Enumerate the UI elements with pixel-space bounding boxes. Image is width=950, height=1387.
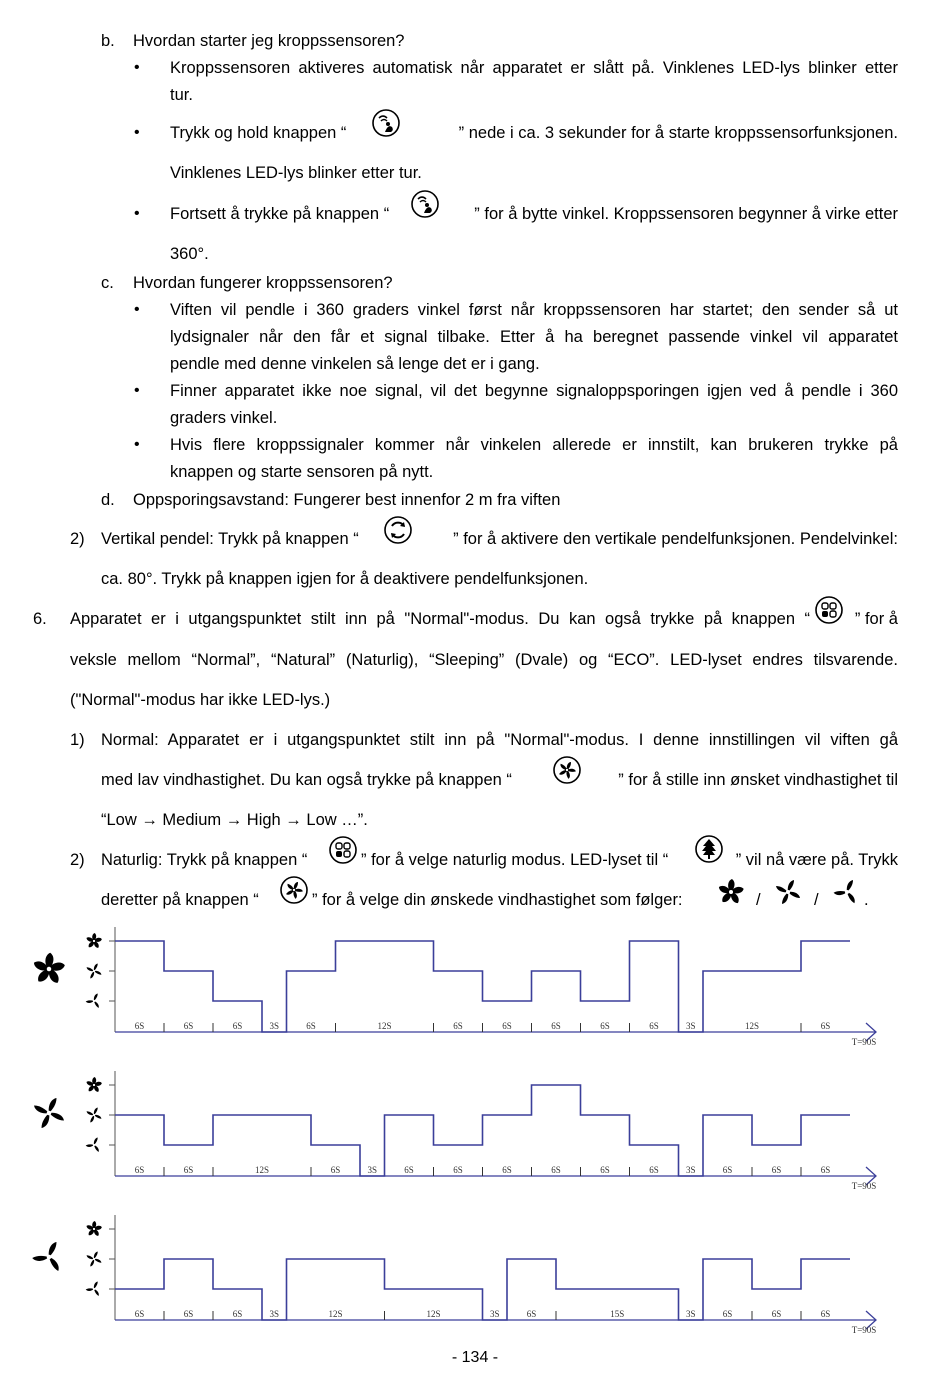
segment-duration-label: 3S — [685, 1021, 696, 1031]
list-marker: c. — [101, 274, 114, 292]
bullet: • — [134, 436, 140, 453]
bullet: • — [134, 382, 140, 399]
segment-duration-label: 6S — [722, 1309, 733, 1319]
page-number: - 134 - — [451, 1349, 499, 1366]
paragraph-line: “Low → Medium → High → Low …”. — [101, 811, 368, 829]
segment-duration-label: 6S — [183, 1309, 194, 1319]
segment-duration-label: 6S — [183, 1021, 194, 1031]
segment-duration-label: 6S — [551, 1165, 561, 1175]
segment-duration-label: 6S — [600, 1165, 610, 1175]
paragraph-line: Vinklenes LED-lys blinker etter tur. — [170, 164, 422, 182]
body-sensor-button-icon — [410, 189, 440, 219]
segment-duration-label: 12S — [254, 1165, 270, 1175]
segment-duration-label: 6S — [771, 1165, 782, 1175]
paragraph-line: ” for å stille inn ønsket vindhastighet til — [618, 771, 898, 789]
medium-speed-fan-icon — [87, 1252, 102, 1267]
segment-duration-label: 6S — [820, 1021, 831, 1031]
segment-duration-label: 6S — [771, 1309, 782, 1319]
bullet: • — [134, 301, 140, 318]
speed-step-line — [115, 1085, 850, 1176]
paragraph-line: Trykk og hold knappen “ — [170, 124, 347, 142]
paragraph-line: Hvis flere kroppssignaler kommer når vinkelen allerede er innstilt, kan brukeren trykke på — [170, 436, 898, 454]
paragraph-line: ” vil nå være på. Trykk — [735, 851, 898, 869]
high-speed-fan-icon — [86, 1077, 103, 1093]
section-heading: Hvordan fungerer kroppssensoren? — [133, 274, 393, 292]
segment-duration-label: 6S — [502, 1165, 512, 1175]
segment-duration-label: 6S — [820, 1309, 831, 1319]
paragraph-line: ” for å bytte vinkel. Kroppssensoren begynner å virke etter — [474, 205, 898, 223]
segment-duration-label: 6S — [600, 1021, 610, 1031]
paragraph-line: ("Normal"-modus har ikke LED-lys.) — [70, 691, 331, 709]
paragraph-line: ” for å velge naturlig modus. LED-lyset til “ — [361, 851, 669, 869]
segment-duration-label: 3S — [269, 1309, 280, 1319]
list-marker: 6. — [33, 610, 47, 628]
paragraph-line: knappen og starte sensoren på nytt. — [170, 463, 434, 481]
paragraph-line: Finner apparatet ikke noe signal, vil det begynne signaloppsporingen igjen ved å pendle i 360 — [170, 382, 898, 400]
list-marker: 1) — [70, 731, 85, 749]
segment-duration-label: 6S — [232, 1309, 243, 1319]
end-period: . — [864, 891, 869, 909]
mode-button-icon — [328, 835, 358, 865]
total-duration-label: T=90S — [851, 1037, 877, 1047]
low-speed-fan-icon — [86, 1282, 101, 1296]
paragraph-line: ” for å aktivere den vertikale pendelfunksjonen. Pendelvinkel: — [453, 530, 898, 548]
wind-speed-timing-charts — [0, 915, 950, 1345]
list-marker: b. — [101, 32, 115, 50]
mode-button-icon — [814, 595, 844, 625]
speed-step-line — [115, 941, 850, 1032]
paragraph-line: Apparatet er i utgangspunktet stilt inn på "Normal"-modus. Du kan også trykke på knappen “ — [70, 610, 810, 628]
low-speed-fan-icon — [832, 877, 862, 907]
segment-duration-label: 6S — [404, 1165, 414, 1175]
segment-duration-label: 6S — [526, 1309, 537, 1319]
segment-duration-label: 6S — [134, 1165, 145, 1175]
paragraph-line: ca. 80°. Trykk på knappen igjen for å deaktivere pendelfunksjonen. — [101, 570, 589, 588]
segment-duration-label: 12S — [328, 1309, 343, 1319]
list-marker: d. — [101, 491, 115, 509]
paragraph-line: deretter på knappen “ — [101, 891, 259, 909]
segment-duration-label: 12S — [426, 1309, 441, 1319]
segment-duration-label: 6S — [649, 1165, 659, 1175]
paragraph-line: Fortsett å trykke på knappen “ — [170, 205, 390, 223]
paragraph-line: pendle med denne vinkelen så lenge det er i gang. — [170, 355, 540, 373]
segment-duration-label: 3S — [685, 1165, 696, 1175]
segment-duration-label: 6S — [820, 1165, 831, 1175]
bullet: • — [134, 59, 140, 76]
medium-speed-fan-icon — [34, 1098, 64, 1128]
low-speed-fan-icon — [86, 994, 101, 1008]
paragraph-line: 360°. — [170, 245, 209, 263]
paragraph-line: Oppsporingsavstand: Fungerer best innenfor 2 m fra viften — [133, 491, 561, 509]
medium-speed-fan-icon — [87, 964, 102, 979]
paragraph-line: Vertikal pendel: Trykk på knappen “ — [101, 530, 359, 548]
paragraph-line: graders vinkel. — [170, 409, 278, 427]
paragraph-line: tur. — [170, 86, 193, 104]
section-heading: Hvordan starter jeg kroppssensoren? — [133, 32, 405, 50]
paragraph-line: veksle mellom “Normal”, “Natural” (Naturlig), “Sleeping” (Dvale) og “ECO”. LED-lyset endres tilsvarende. — [70, 651, 898, 669]
high-speed-fan-icon — [716, 877, 746, 907]
paragraph-line: ” for å — [854, 610, 898, 628]
paragraph-line: med lav vindhastighet. Du kan også trykke på knappen “ — [101, 771, 512, 789]
segment-duration-label: 3S — [685, 1309, 696, 1319]
paragraph-line: Kroppssensoren aktiveres automatisk når apparatet er slått på. Vinklenes LED-lys blinker etter — [170, 59, 898, 77]
list-marker: 2) — [70, 851, 85, 869]
paragraph-line: Viften vil pendle i 360 graders vinkel først når kroppssensoren har startet; den sender så ut — [170, 301, 898, 319]
paragraph-line: Naturlig: Trykk på knappen “ — [101, 851, 308, 869]
fan-speed-button-icon — [279, 875, 309, 905]
segment-duration-label: 6S — [330, 1165, 341, 1175]
body-sensor-button-icon — [371, 108, 401, 138]
segment-duration-label: 6S — [649, 1021, 659, 1031]
list-marker: 2) — [70, 530, 85, 548]
medium-speed-fan-icon — [87, 1108, 102, 1123]
high-speed-fan-icon — [86, 933, 103, 949]
speed-step-line — [115, 1259, 850, 1320]
fan-speed-button-icon — [552, 755, 582, 785]
segment-duration-label: 6S — [134, 1309, 145, 1319]
segment-duration-label: 15S — [610, 1309, 625, 1319]
segment-duration-label: 6S — [183, 1165, 194, 1175]
paragraph-line: ” for å velge din ønskede vindhastighet som følger: — [312, 891, 683, 909]
high-speed-fan-icon — [32, 953, 65, 985]
natural-mode-led-icon — [694, 834, 724, 864]
separator: / — [756, 891, 761, 909]
segment-duration-label: 6S — [306, 1021, 316, 1031]
segment-duration-label: 6S — [453, 1165, 463, 1175]
segment-duration-label: 3S — [489, 1309, 500, 1319]
low-speed-fan-icon — [32, 1242, 62, 1271]
segment-duration-label: 6S — [722, 1165, 733, 1175]
total-duration-label: T=90S — [851, 1325, 877, 1335]
bullet: • — [134, 205, 140, 222]
paragraph-line: lydsignaler når den får et signal tilbake. Etter å ha beregnet passende vinkel vil apparatet — [170, 328, 898, 346]
total-duration-label: T=90S — [851, 1181, 877, 1191]
segment-duration-label: 6S — [502, 1021, 512, 1031]
bullet: • — [134, 124, 140, 141]
segment-duration-label: 12S — [377, 1021, 392, 1031]
segment-duration-label: 6S — [453, 1021, 463, 1031]
segment-duration-label: 3S — [367, 1165, 378, 1175]
segment-duration-label: 6S — [232, 1021, 243, 1031]
segment-duration-label: 3S — [269, 1021, 280, 1031]
high-speed-fan-icon — [86, 1221, 103, 1237]
paragraph-line: ” nede i ca. 3 sekunder for å starte kroppssensorfunksjonen. — [458, 124, 898, 142]
medium-speed-fan-icon — [773, 877, 803, 907]
separator: / — [814, 891, 819, 909]
paragraph-line: Normal: Apparatet er i utgangspunktet stilt inn på "Normal"-modus. I denne innstillingen vil viften gå — [101, 731, 898, 749]
segment-duration-label: 6S — [134, 1021, 145, 1031]
low-speed-fan-icon — [86, 1138, 101, 1152]
segment-duration-label: 12S — [744, 1021, 760, 1031]
segment-duration-label: 6S — [551, 1021, 561, 1031]
vertical-swing-button-icon — [383, 515, 413, 545]
